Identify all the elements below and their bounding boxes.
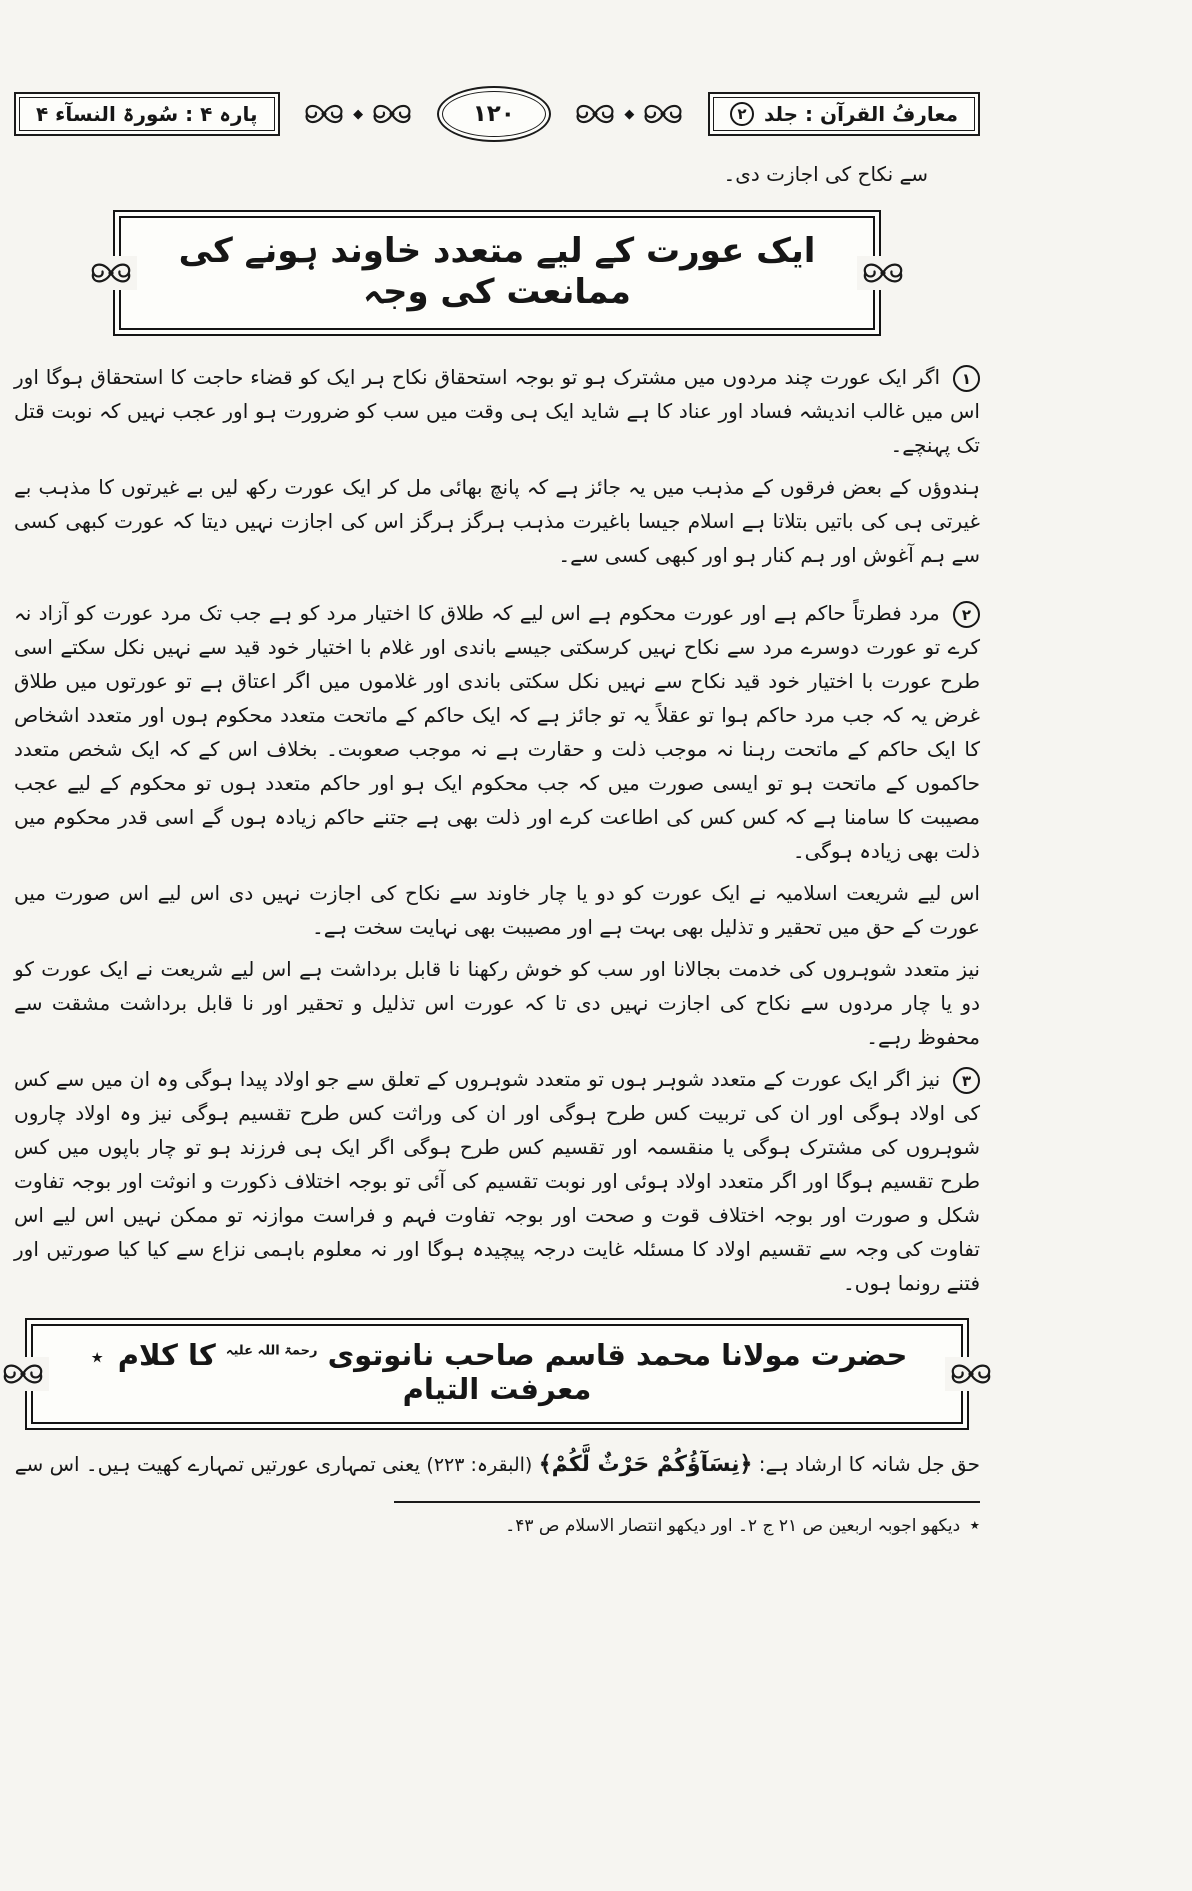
body-paragraph (14, 360, 980, 462)
body-paragraph (14, 596, 980, 868)
footnote-divider (394, 1501, 980, 1503)
header-ornament-left (288, 100, 429, 128)
surah-parah-label: پارہ ۴ : سُورۃ النسآء ۴ (36, 102, 258, 126)
footnote-text: دیکھو اجوبہ اربعین ص ۲۱ ج ۲۔ اور دیکھو انتصار الاسلام ص ۴۳۔ (505, 1516, 961, 1536)
honorific-mark: رحمۃ اللہ علیہ (225, 1343, 318, 1359)
scroll-ornament-icon (369, 100, 415, 128)
quran-verse: ﴿نِسَآؤُكُمْ حَرْثٌ لَّكُمْ﴾ (538, 1452, 753, 1477)
body-text (14, 360, 980, 1300)
carryover-line: سے نکاح کی اجازت دی۔ (723, 162, 928, 186)
book-title: معارفُ القرآن : جلد (763, 102, 959, 126)
paragraph-text: نیز اگر ایک عورت کے متعدد شوہر ہوں تو متعدد شوہروں کے تعلق سے جو اولاد پیدا ہوگی وہ ان میں سے کس کی اولاد ہوگی اور ان کی تربیت کس طرح ہوگی اور ان کی وراثت کس طرح تقسیم ہوگی نیز وہ اولاد چاروں شوہروں کی مشترک ہوگی یا منقسمہ اور تقسیم کس طرح ہوگی اگر ایک ہی فرزند ہو تو چار باپوں میں کس طرح تقسیم ہوگا اور اگر متعدد اولاد ہوئی اور نوبت تقسیم کی آئی تو بوجہ اختلاف ذکورت و انوثت اور بوجہ تفاوت شکل و صورت اور بوجہ اختلاف قوت و صحت اور بوجہ تفاوت فہم و فراست موازنہ تو ممکن نہیں اس لیے اس تفاوت کی وجہ سے تقسیم اولاد کا مسئلہ غایت درجہ پیچیدہ ہوگا اور نہ معلوم باہمی نزاع سے کیا کیا صورتیں اور فتنے رونما ہوں۔ (14, 1067, 980, 1295)
footnote-star-icon: ٭ (90, 1343, 104, 1371)
verse-translation: یعنی تمہاری عورتیں تمہارے کھیت ہیں۔ اس سے (14, 1452, 421, 1476)
scroll-ornament-icon (572, 100, 618, 128)
footnote (14, 1511, 980, 1540)
heading-tail: کا کلام (117, 1338, 216, 1372)
verse-reference: (البقرہ: ۲۲۳) (426, 1454, 533, 1476)
scholar-name: حضرت مولانا محمد قاسم صاحب نانوتوی (327, 1338, 908, 1372)
footnote-marker-icon: ٭ (969, 1514, 980, 1536)
heading-flourish-icon (85, 256, 137, 290)
paragraph-number-badge: ۱ (953, 365, 980, 392)
body-paragraph (14, 876, 980, 944)
body-paragraph (14, 1062, 980, 1300)
heading-flourish-icon (857, 256, 909, 290)
heading-flourish-icon (0, 1357, 49, 1391)
section-heading-box-2 (25, 1318, 969, 1430)
paragraph-number-badge: ۲ (953, 601, 980, 628)
volume-number-badge: ۲ (730, 102, 754, 126)
page-number-medallion (437, 86, 551, 142)
work-title: معرفت التیام (402, 1372, 592, 1406)
page-content (14, 0, 980, 1540)
paragraph-text: اس لیے شریعت اسلامیہ نے ایک عورت کو دو یا چار خاوند سے نکاح کی اجازت نہیں دی اس لیے اس صورت میں عورت کے حق میں تحقیر و تذلیل بھی بہت ہے اور مصیبت بھی نہایت سخت ہے۔ (14, 881, 980, 939)
header-ornament-right (559, 100, 700, 128)
paragraph-text: مرد فطرتاً حاکم ہے اور عورت محکوم ہے اس لیے کہ طلاق کا اختیار مرد کو ہے جب تک مرد عورت کو آزاد نہ کرے تو عورت دوسرے مرد سے نکاح نہیں کرسکتی جیسے باندی اور غلام با اختیار خود قید سے نہیں نکل سکتے اسی طرح عورت با اختیار خود قید نکاح سے نہیں نکل سکتی باندی اور غلاموں میں اگر اعتاق ہے تو عورتوں میں طلاق غرض یہ کہ جب مرد حاکم ہوا تو عقلاً یہ تو جائز ہے کہ ایک حاکم کے ماتحت متعدد محکوم ہوں اور متعدد اشخاص کا ایک حاکم کے ماتحت رہنا نہ موجب ذلت و حقارت ہے نہ موجب صعوبت۔ بخلاف اس کے کہ ایک شخص متعدد حاکموں کے ماتحت ہو تو ایسی صورت میں کہ جب محکوم ایک ہو اور حاکم متعدد ہوں تو محکوم کے لیے عجب مصیبت کا سامنا ہے کہ کس کس کی اطاعت کرے اور ذلت بھی ہے جتنے حاکم زیادہ ہوں گے اسی قدر محکوم میں ذلت بھی زیادہ ہوگی۔ (14, 601, 980, 863)
diamond-ornament-icon: ◆ (624, 106, 635, 122)
header-right-banner (708, 92, 980, 136)
scroll-ornament-icon (301, 100, 347, 128)
paragraph-text: ہندوؤں کے بعض فرقوں کے مذہب میں یہ جائز ہے کہ پانچ بھائی مل کر ایک عورت رکھ لیں بے غیرتوں کا مذہب بے غیرتی ہی کی باتیں بتلاتا ہے اسلام جیسا باغیرت مذہب ہرگز ہرگز اس کی اجازت نہیں دیتا کہ عورت کبھی کسی سے ہم آغوش اور ہم کنار ہو اور کبھی کسی سے۔ (14, 475, 980, 567)
paragraph-number-badge: ۳ (953, 1067, 980, 1094)
section-heading-box-1 (113, 210, 881, 336)
section-title (59, 1338, 935, 1406)
page-number: ۱۲۰ (472, 101, 515, 127)
diamond-ornament-icon: ◆ (353, 106, 364, 122)
section-title: ایک عورت کے لیے متعدد خاوند ہونے کی ممانعت کی وجہ (178, 231, 816, 312)
paragraph-text: نیز متعدد شوہروں کی خدمت بجالانا اور سب کو خوش رکھنا نا قابل برداشت ہے اس لیے شریعت نے ایک عورت کو دو یا چار مردوں سے نکاح کی اجازت نہیں دی تا کہ عورت اس تذلیل و تحقیر اور نا قابل برداشت مشقت سے محفوظ رہے۔ (14, 957, 980, 1049)
body-paragraph (14, 470, 980, 572)
header-left-banner (14, 92, 280, 136)
heading-flourish-icon (945, 1357, 997, 1391)
body-paragraph (14, 952, 980, 1054)
scroll-ornament-icon (640, 100, 686, 128)
page-header (14, 86, 980, 142)
verse-line (14, 1446, 980, 1483)
verse-intro: حق جل شانہ کا ارشاد ہے: (758, 1452, 980, 1476)
paragraph-text: اگر ایک عورت چند مردوں میں مشترک ہو تو بوجہ استحقاق نکاح ہر ایک کو قضاء حاجت کا استحقاق ہوگا اور اس میں غالب اندیشہ فساد اور عناد کا ہے شاید ایک ہی وقت میں سب کو ضرورت ہو اور عجب نہیں کہ نوبت قتل تک پہنچے۔ (14, 365, 980, 457)
